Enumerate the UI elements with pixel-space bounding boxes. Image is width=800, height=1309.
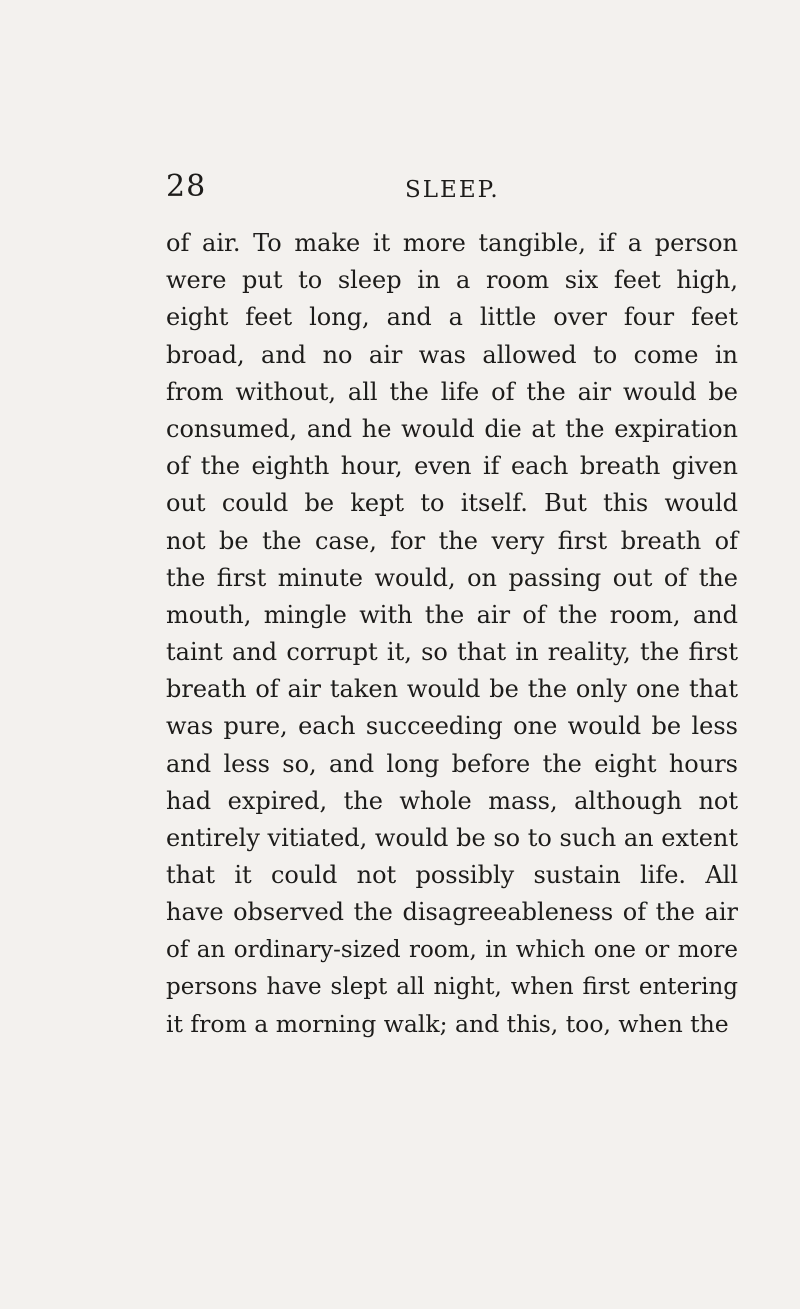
- text-line: out could be kept to itself. But this would: [166, 489, 738, 518]
- text-line: had expired, the whole mass, although not: [166, 786, 738, 815]
- text-line: not be the case, for the very first breath of: [166, 526, 738, 555]
- text-line: were put to sleep in a room six feet high,: [166, 266, 738, 295]
- text-line: was pure, each succeeding one would be less: [166, 712, 738, 741]
- text-line: persons have slept all night, when first entering: [166, 973, 738, 1000]
- text-line: of the eighth hour, even if each breath given: [166, 452, 738, 481]
- text-line: it from a morning walk; and this, too, when the: [166, 1009, 729, 1038]
- page-header: [0, 167, 800, 207]
- text-line: of an ordinary-sized room, in which one or more: [166, 936, 738, 963]
- text-line: mouth, mingle with the air of the room, and: [166, 600, 738, 629]
- text-line: broad, and no air was allowed to come in: [166, 340, 738, 369]
- text-line: from without, all the life of the air would be: [166, 377, 738, 406]
- text-line: eight feet long, and a little over four feet: [166, 303, 738, 332]
- text-line: of air. To make it more tangible, if a person: [166, 229, 738, 257]
- text-line: taint and corrupt it, so that in reality, the first: [166, 638, 738, 667]
- text-line: that it could not possibly sustain life. All: [166, 861, 738, 890]
- running-head: SLEEP.: [405, 177, 500, 203]
- text-line: consumed, and he would die at the expiration: [166, 414, 738, 443]
- text-line: have observed the disagreeableness of the air: [166, 898, 738, 927]
- body-text: [166, 225, 738, 1043]
- text-line: the first minute would, on passing out of the: [166, 563, 738, 592]
- text-line: entirely vitiated, would be so to such an extent: [166, 824, 738, 852]
- text-line: and less so, and long before the eight hours: [166, 749, 738, 778]
- text-line: breath of air taken would be the only one that: [166, 675, 738, 704]
- page-number: 28: [166, 169, 207, 204]
